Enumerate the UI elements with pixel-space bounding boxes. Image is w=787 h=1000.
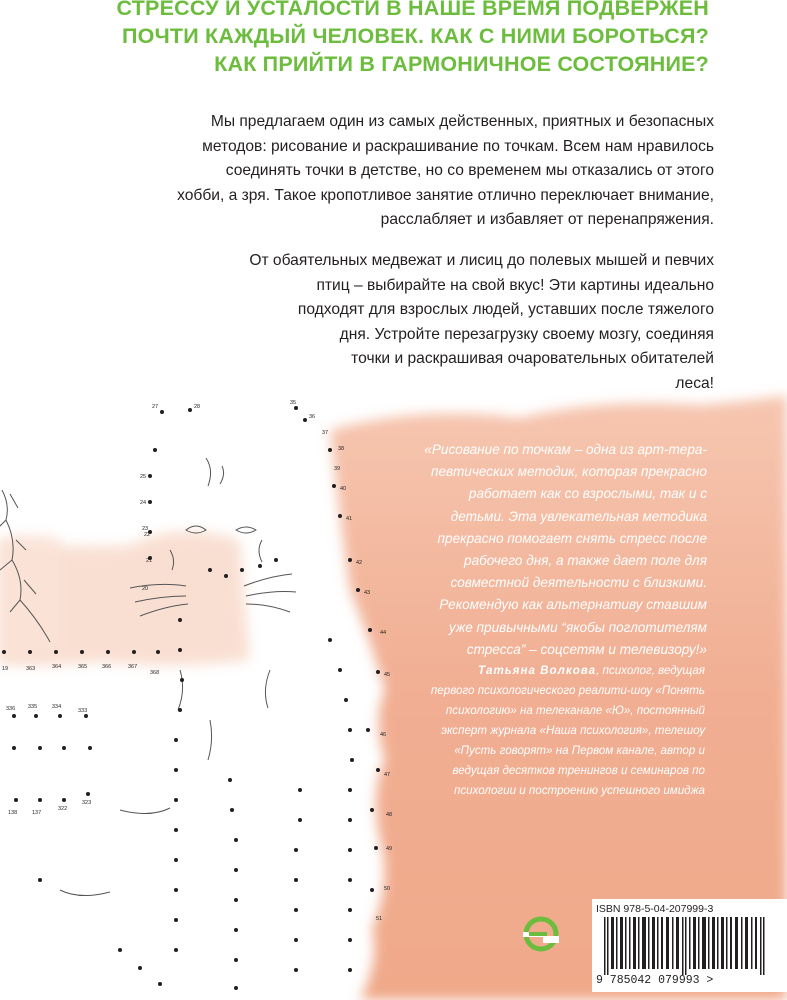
dot-field — [2, 406, 383, 990]
fox-fur — [170, 458, 262, 570]
fox-eye-left — [186, 526, 206, 533]
dot-number: 28 — [194, 404, 201, 410]
isbn-digits: 9 785042 079993 > — [596, 974, 714, 987]
quote-line: работает как со взрослыми, так и с — [468, 486, 707, 502]
dot-number: 38 — [338, 446, 345, 452]
dot-number: 41 — [346, 516, 353, 522]
author-line: ведущая десятков тренингов и семинаров по — [452, 764, 705, 777]
barcode-icon — [596, 917, 781, 975]
dot-number: 363 — [26, 666, 36, 672]
fox-whisker — [130, 584, 188, 616]
dot-number: 367 — [128, 664, 138, 670]
paragraph-line: точки и раскрашивая очаровательных обитателей — [351, 350, 714, 367]
quote-line: рабочего дня, а также дает поле для — [464, 553, 707, 569]
dot-number: 47 — [384, 772, 391, 778]
dot-number: 335 — [28, 704, 38, 710]
paragraph-line: соединять точки в детстве, но со временем мы отказались от этого — [225, 162, 714, 179]
dot-to-dot-fox-illustration — [0, 390, 440, 1000]
quote-line: Рекомендую как альтернативу ставшим — [439, 597, 707, 613]
dot-number: 42 — [356, 560, 363, 566]
dot-number: 39 — [334, 466, 341, 472]
dot-number: 48 — [386, 812, 393, 818]
dot-number: 40 — [340, 486, 347, 492]
quote-line: детьми. Эта увлекательная методика — [450, 508, 707, 524]
author-line: психологии и построению успешного имиджа — [453, 784, 705, 797]
publisher-logo-icon — [523, 916, 559, 952]
author-line: первого психологического реалити-шоу «Понять — [430, 684, 705, 697]
dot-number: 51 — [376, 916, 383, 922]
dot-number: 35 — [290, 400, 297, 406]
dot-number: 23 — [142, 526, 149, 532]
paragraph-line: подходят для взрослых людей, уставших после тяжелого — [297, 301, 714, 318]
dot-number: 334 — [52, 704, 62, 710]
author-role: , психолог, ведущая — [596, 664, 705, 677]
tree-sketch — [2, 490, 50, 642]
dot-number: 138 — [8, 810, 18, 816]
paragraph-line: методов: рисование и раскрашивание по точкам. Всем нам нравилось — [202, 137, 714, 155]
headline-line: СТРЕССУ И УСТАЛОСТИ В НАШЕ ВРЕМЯ ПОДВЕРЖЕН — [116, 0, 709, 20]
dot-number: 24 — [140, 500, 147, 506]
dot-number: 45 — [384, 672, 391, 678]
dot-number: 21 — [146, 558, 153, 564]
fox-eye-right — [236, 527, 256, 533]
headline-line: КАК ПРИЙТИ В ГАРМОНИЧНОЕ СОСТОЯНИЕ? — [214, 52, 709, 76]
dot-number: 366 — [102, 664, 112, 670]
dot-number: 27 — [152, 404, 159, 410]
dot-number: 368 — [150, 670, 160, 676]
grass-stroke — [60, 808, 170, 896]
headline-line: ПОЧТИ КАЖДЫЙ ЧЕЛОВЕК. КАК С НИМИ БОРОТЬСЯ? — [122, 24, 709, 48]
quote-line: прекрасно помогает снять стресс после — [437, 530, 707, 546]
dot-number: 137 — [32, 810, 42, 816]
quote-line: певтических методик, которая прекрасно — [430, 464, 707, 480]
dot-number: 25 — [140, 474, 147, 480]
dot-number: 19 — [2, 666, 9, 672]
dot-number: 333 — [78, 708, 88, 714]
dot-number: 22 — [144, 532, 151, 538]
paragraph-line: хобби, а зря. Такое кропотливое занятие отлично переключает внимание, — [177, 186, 714, 204]
dot-number: 323 — [82, 800, 92, 806]
dot-number: 37 — [322, 430, 329, 436]
dot-number: 43 — [364, 590, 371, 596]
fox-whisker — [244, 574, 296, 612]
dot-number: 365 — [78, 664, 88, 670]
author-line: эксперт журнала «Наша психология», телешоу — [441, 724, 705, 737]
paragraph-line: дня. Устройте перезагрузку своему мозгу, соединяя — [339, 325, 714, 343]
quote-line: «Рисование по точкам – одна из арт-тера- — [424, 442, 707, 457]
dot-number: 46 — [380, 732, 387, 738]
quote-line: совместной деятельности с близкими. — [450, 575, 707, 591]
dot-number: 322 — [58, 806, 68, 812]
isbn-barcode-block — [592, 899, 787, 992]
paragraph-line: От обаятельных медвежат и лисиц до полевых мышей и певчих — [249, 252, 714, 269]
quote-line: уже привычными “якобы поглотителям — [448, 619, 707, 635]
fox-fur — [178, 670, 270, 760]
second-paragraph — [249, 249, 714, 396]
dot-number: 50 — [384, 886, 391, 892]
isbn-label: ISBN 978-5-04-207999-3 — [596, 903, 714, 915]
quote-line: стресса” – соцсетям и телевизору!» — [466, 641, 707, 657]
author-line: психологию» на телеканале «Ю», постоянный — [445, 704, 705, 717]
dot-number: 36 — [309, 414, 316, 420]
author-line: «Пусть говорят» на Первом канале, автор и — [454, 744, 705, 757]
paragraph-line: леса! — [675, 374, 714, 392]
author-name: Татьяна Волкова — [477, 664, 597, 677]
headline — [89, 0, 709, 78]
tree-sketch — [0, 494, 36, 612]
paragraph-line: Мы предлагаем один из самых действенных, приятных и безопасных — [210, 113, 714, 130]
dot-number: 20 — [142, 586, 149, 592]
paragraph-line: птиц – выбирайте на свой вкус! Эти картины идеально — [316, 276, 714, 294]
dot-number: 44 — [380, 630, 387, 636]
dot-number: 336 — [6, 706, 16, 712]
intro-paragraph — [177, 110, 714, 233]
dot-number: 364 — [52, 664, 62, 670]
dot-number: 49 — [386, 846, 393, 852]
paragraph-line: расслабляет и избавляет от перенапряжения. — [380, 211, 714, 228]
